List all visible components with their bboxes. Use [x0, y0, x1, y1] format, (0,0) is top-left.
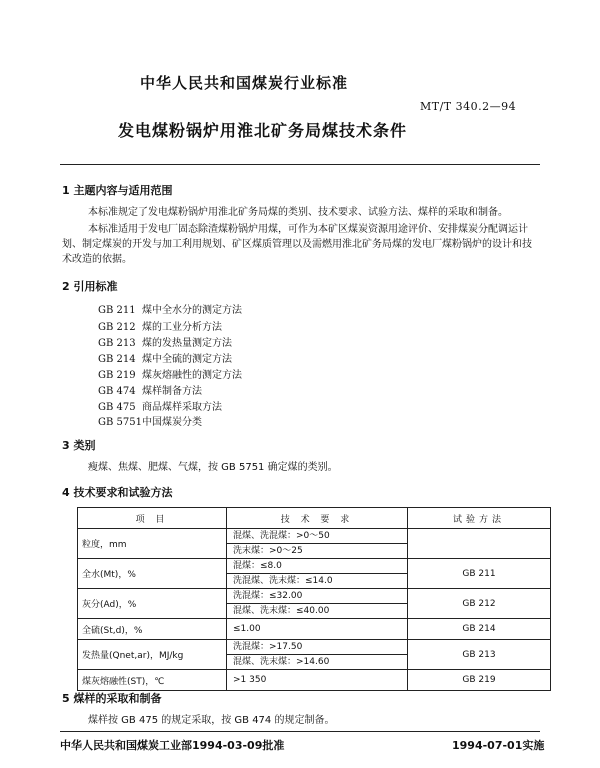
technical-requirements-table	[77, 507, 551, 691]
requirement-cell	[227, 559, 408, 589]
reference-name: 商品煤样采取方法	[142, 402, 222, 413]
reference-item	[98, 413, 202, 428]
requirement-line: 混煤、洗末煤：≤40.00	[227, 603, 407, 618]
reference-item	[98, 382, 202, 397]
item-cell: 全硫(St,d)，%	[78, 619, 227, 640]
reference-code: GB 212	[98, 322, 136, 333]
reference-code: GB 474	[98, 386, 136, 397]
requirement-cell	[227, 589, 408, 619]
requirement-line: 洗混煤：>17.50	[233, 642, 303, 652]
requirement-line: 洗混煤：≤32.00	[233, 591, 303, 601]
header-divider	[60, 164, 540, 165]
test-method-cell: GB 213	[408, 640, 551, 670]
reference-name: 煤灰熔融性的测定方法	[142, 370, 242, 381]
reference-item	[98, 366, 242, 381]
reference-item	[98, 318, 222, 333]
table-row	[78, 640, 551, 670]
table-row	[78, 559, 551, 589]
item-cell: 灰分(Ad)，%	[78, 589, 227, 619]
requirement-line: 混煤：≤8.0	[233, 561, 282, 571]
industry-standard-title: 中华人民共和国煤炭行业标准	[140, 74, 349, 92]
table-row	[78, 670, 551, 691]
requirement-line: 洗混煤、洗末煤：≤14.0	[227, 573, 407, 588]
item-cell: 煤灰熔融性(ST)，℃	[78, 670, 227, 691]
item-cell: 发热量(Qnet,ar)，MJ/kg	[78, 640, 227, 670]
reference-code: GB 211	[98, 305, 136, 316]
requirement-cell	[227, 619, 408, 640]
section-3-heading: 3 类别	[62, 439, 96, 452]
standard-code: MT/T 340.2—94	[420, 100, 517, 113]
section-5-para: 煤样按 GB 475 的规定采取，按 GB 474 的规定制备。	[88, 715, 335, 726]
column-header-test-method: 试验方法	[408, 508, 551, 529]
reference-name: 中国煤炭分类	[142, 417, 202, 428]
reference-name: 煤中全硫的测定方法	[142, 354, 232, 365]
approval-line: 中华人民共和国煤炭工业部1994-03-09批准	[60, 739, 285, 752]
reference-code: GB 214	[98, 354, 136, 365]
item-cell: 全水(Mt)，%	[78, 559, 227, 589]
table-row	[78, 619, 551, 640]
item-cell: 粒度，mm	[78, 529, 227, 559]
requirement-cell	[227, 670, 408, 691]
section-1-para-1: 本标准规定了发电煤粉锅炉用淮北矿务局煤的类别、技术要求、试验方法、煤样的采取和制备。	[88, 207, 508, 218]
section-1-heading: 1 主题内容与适用范围	[62, 184, 173, 197]
requirement-line: >1 350	[233, 675, 267, 685]
section-4-heading: 4 技术要求和试验方法	[62, 486, 173, 499]
implementation-date: 1994-07-01实施	[452, 739, 545, 752]
reference-name: 煤样制备方法	[142, 386, 202, 397]
requirement-cell	[227, 640, 408, 670]
reference-name: 煤的工业分析方法	[142, 322, 222, 333]
table-header-row	[78, 508, 551, 529]
reference-code: GB 219	[98, 370, 136, 381]
test-method-cell: GB 219	[408, 670, 551, 691]
document-title: 发电煤粉锅炉用淮北矿务局煤技术条件	[118, 121, 408, 140]
requirement-cell	[227, 529, 408, 559]
reference-item	[98, 301, 242, 316]
test-method-cell: GB 211	[408, 559, 551, 589]
reference-name: 煤的发热量测定方法	[142, 338, 232, 349]
test-method-cell: GB 214	[408, 619, 551, 640]
section-1-para-2: 本标准适用于发电厂固态除渣煤粉锅炉用煤，可作为本矿区煤炭资源用途评价、安排煤炭分配调运计划、制定煤炭的开发与加工利用规划、矿区煤质管理以及需燃用淮北矿务局煤的发电厂煤粉锅炉的设计和技术改造的依据。	[62, 224, 532, 265]
reference-code: GB 475	[98, 402, 136, 413]
reference-item	[98, 350, 232, 365]
reference-name: 煤中全水分的测定方法	[142, 305, 242, 316]
test-method-cell: GB 212	[408, 589, 551, 619]
reference-item	[98, 334, 232, 349]
column-header-item: 项 目	[78, 508, 227, 529]
reference-item	[98, 398, 222, 413]
section-2-heading: 2 引用标准	[62, 280, 118, 293]
table-row	[78, 589, 551, 619]
column-header-requirement: 技 术 要 求	[227, 508, 408, 529]
section-3-para: 瘦煤、焦煤、肥煤、气煤，按 GB 5751 确定煤的类别。	[88, 462, 338, 473]
table-row	[78, 529, 551, 559]
requirement-line: 混煤、洗混煤：>0～50	[233, 531, 330, 541]
section-5-heading: 5 煤样的采取和制备	[62, 692, 162, 705]
test-method-cell	[408, 529, 551, 559]
reference-code: GB 213	[98, 338, 136, 349]
reference-code: GB 5751	[98, 417, 142, 428]
requirement-line: 混煤、洗末煤：>14.60	[227, 654, 407, 669]
requirement-line: 洗末煤：>0～25	[227, 543, 407, 558]
footer-divider	[60, 731, 540, 732]
requirement-line: ≤1.00	[233, 624, 261, 634]
